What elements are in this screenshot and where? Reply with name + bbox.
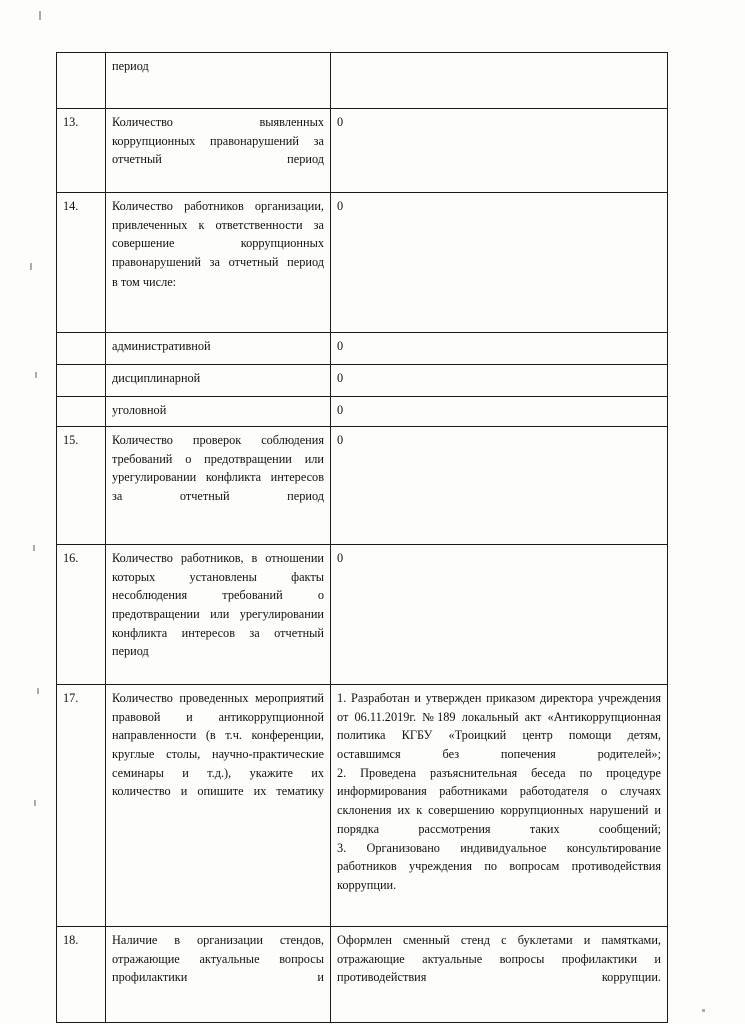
row-value bbox=[331, 685, 668, 927]
row-value: 0 bbox=[331, 427, 668, 545]
row-label: период bbox=[106, 53, 331, 109]
row-label-note: в том числе: bbox=[112, 274, 177, 289]
row-value: 0 bbox=[331, 545, 668, 685]
row-value: 0 bbox=[331, 397, 668, 427]
row-number bbox=[57, 53, 106, 109]
row-value: 0 bbox=[331, 193, 668, 333]
value-paragraph: Оформлен сменный стенд с буклетами и памятками, отражающие актуальные вопросы профилактики и противодействия коррупции. bbox=[337, 933, 661, 985]
value-paragraph: 1. Разработан и утвержден приказом директора учреждения от 06.11.2019г. №189 локальный акт «Антикоррупционная политика КГБУ «Троицкий центр помощи детям, оставшимся без попечения родителей»; bbox=[337, 691, 661, 762]
row-number: 14. bbox=[57, 193, 106, 333]
row-label: уголовной bbox=[106, 397, 331, 427]
row-label bbox=[106, 193, 331, 333]
row-number: 17. bbox=[57, 685, 106, 927]
row-label-text: Количество работников организации, привлеченных к ответственности за совершение коррупционных правонарушений за отчетный период bbox=[112, 199, 324, 270]
table-row bbox=[57, 427, 668, 545]
row-label: Наличие в организации стендов, отражающие актуальные вопросы профилактики и bbox=[106, 927, 331, 1023]
table-row bbox=[57, 333, 668, 365]
row-value bbox=[331, 53, 668, 109]
scan-speckle bbox=[33, 545, 35, 551]
scan-speckle bbox=[30, 263, 32, 270]
scan-speckle bbox=[35, 372, 37, 378]
table-row bbox=[57, 109, 668, 193]
row-label: Количество выявленных коррупционных правонарушений за отчетный период bbox=[106, 109, 331, 193]
row-label: административной bbox=[106, 333, 331, 365]
row-value: 0 bbox=[331, 365, 668, 397]
scan-speckle bbox=[39, 11, 41, 20]
row-label: Количество проведенных мероприятий правовой и антикоррупционной направленности (в т.ч. конференции, круглые столы, научно-практические семинары и т.д.), укажите их количество и опишите их тематику bbox=[106, 685, 331, 927]
row-number bbox=[57, 397, 106, 427]
scan-speckle bbox=[702, 1009, 705, 1012]
table-row bbox=[57, 685, 668, 927]
scan-speckle bbox=[37, 688, 39, 694]
row-number: 18. bbox=[57, 927, 106, 1023]
row-value bbox=[331, 927, 668, 1023]
value-paragraph: 2. Проведена разъяснительная беседа по процедуре информирования работниками работодателя о случаях склонения их к совершению коррупционных нарушений и порядка рассмотрения таких сообщений; bbox=[337, 765, 661, 836]
table-row bbox=[57, 193, 668, 333]
anticorruption-report-table bbox=[56, 52, 668, 1023]
row-label: Количество проверок соблюдения требований о предотвращении или урегулировании конфликта интересов за отчетный период bbox=[106, 427, 331, 545]
table-row bbox=[57, 927, 668, 1023]
table-body bbox=[57, 53, 668, 1023]
row-number bbox=[57, 333, 106, 365]
table-row bbox=[57, 53, 668, 109]
row-value: 0 bbox=[331, 333, 668, 365]
table-row bbox=[57, 545, 668, 685]
row-number: 15. bbox=[57, 427, 106, 545]
scan-speckle bbox=[34, 800, 36, 806]
row-number bbox=[57, 365, 106, 397]
table-row bbox=[57, 365, 668, 397]
row-label: Количество работников, в отношении которых установлены факты несоблюдения требований о предотвращении или урегулировании конфликта интересов за отчетный период bbox=[106, 545, 331, 685]
value-paragraph: 3. Организовано индивидуальное консультирование работников учреждения по вопросам противодействия коррупции. bbox=[337, 840, 661, 892]
row-label: дисциплинарной bbox=[106, 365, 331, 397]
table-row bbox=[57, 397, 668, 427]
row-number: 13. bbox=[57, 109, 106, 193]
row-value: 0 bbox=[331, 109, 668, 193]
row-number: 16. bbox=[57, 545, 106, 685]
